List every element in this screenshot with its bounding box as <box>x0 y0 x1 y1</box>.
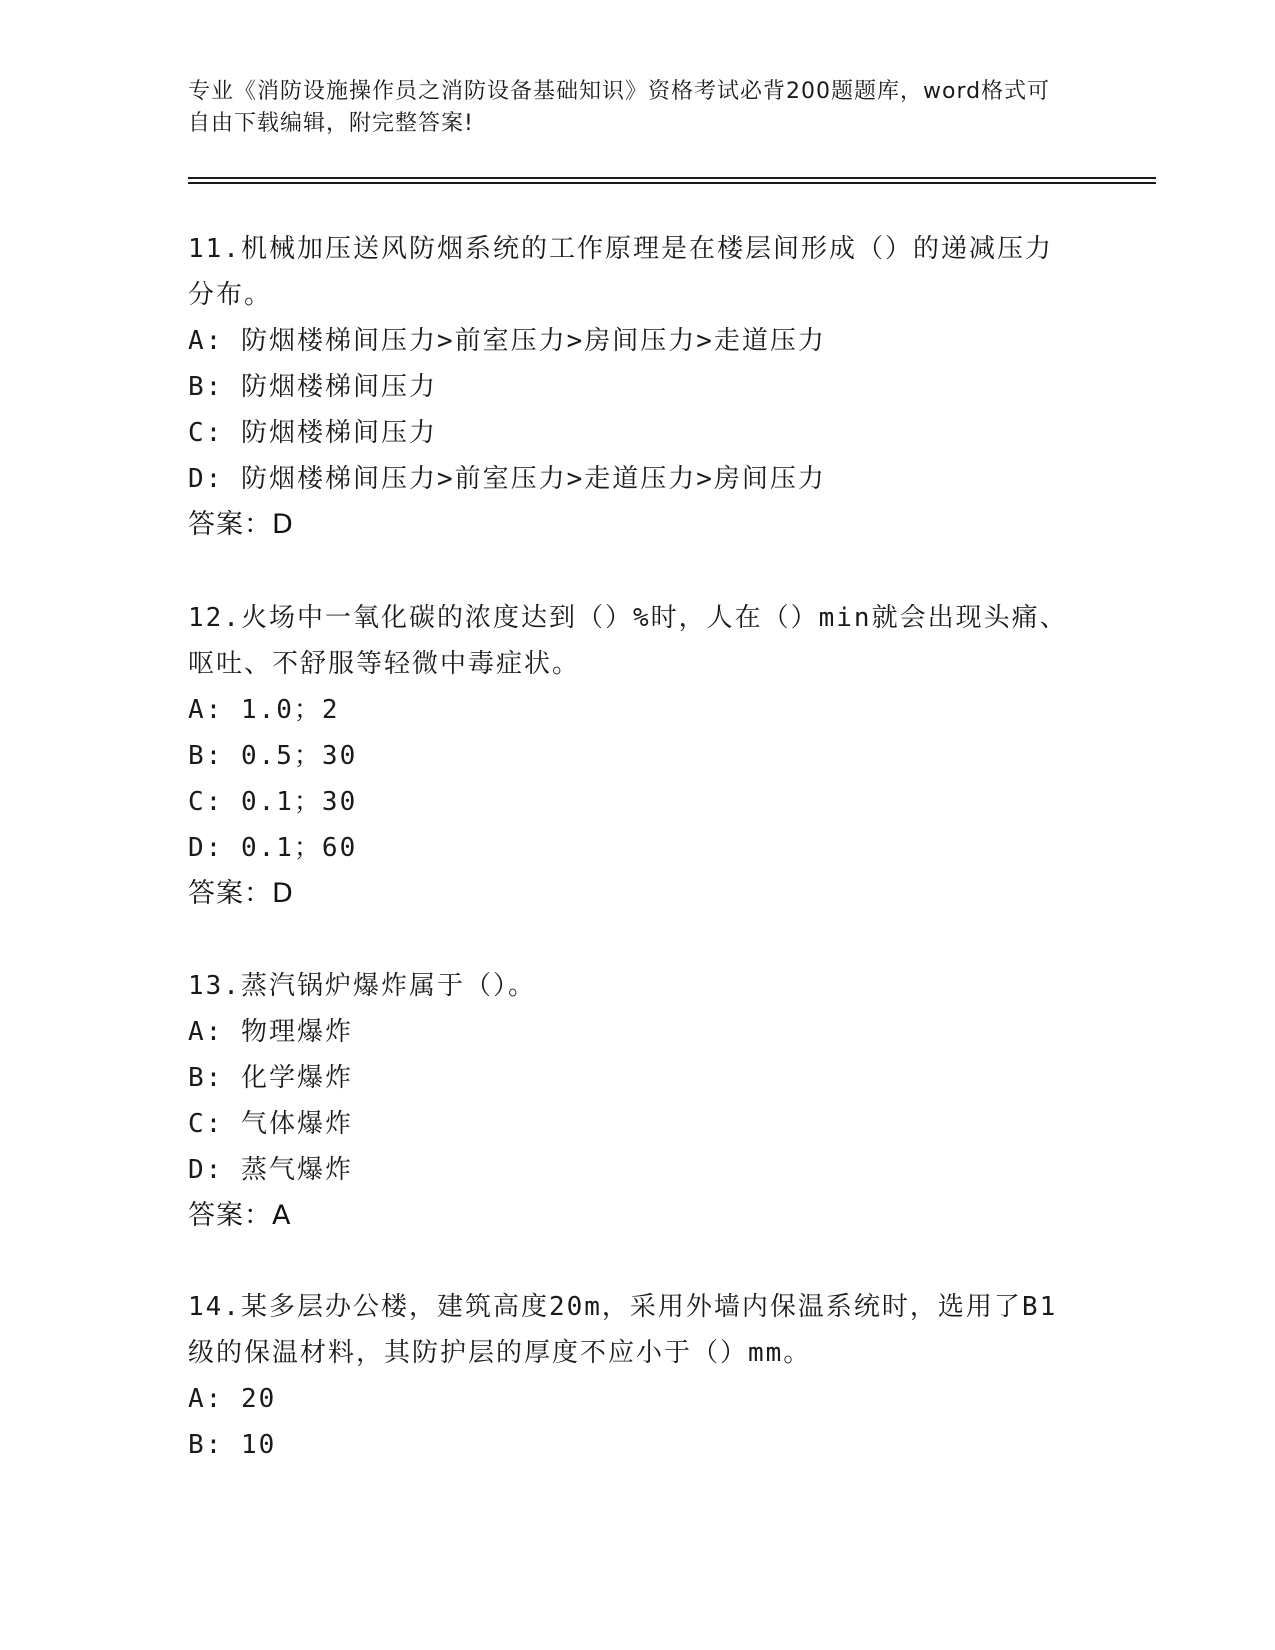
question-stem: 13.蒸汽锅炉爆炸属于（）。 <box>188 971 536 1001</box>
header-divider-top <box>188 177 1156 179</box>
question-stem: 12.火场中一氧化碳的浓度达到（）%时，人在（）min就会出现头痛、呕吐、不舒服等轻微中毒症状。 <box>188 603 1068 679</box>
question-stem: 14.某多层办公楼，建筑高度20m，采用外墙内保温系统时，选用了B1级的保温材料，其防护层的厚度不应小于（）mm。 <box>188 1292 1058 1368</box>
document-header: 专业《消防设施操作员之消防设备基础知识》资格考试必背200题题库，word格式可自由下载编辑，附完整答案! <box>188 79 1051 136</box>
question-12 <box>188 595 1068 917</box>
answer: 答案：D <box>188 509 294 540</box>
option-a: A: 防烟楼梯间压力>前室压力>房间压力>走道压力 <box>188 326 826 356</box>
question-stem: 11.机械加压送风防烟系统的工作原理是在楼层间形成（）的递减压力分布。 <box>188 234 1053 310</box>
option-b: B: 0.5；30 <box>188 741 358 771</box>
option-c: C: 气体爆炸 <box>188 1109 353 1139</box>
option-c: C: 0.1；30 <box>188 787 358 817</box>
option-d: D: 0.1；60 <box>188 833 358 863</box>
option-d: D: 蒸气爆炸 <box>188 1155 353 1185</box>
option-b: B: 10 <box>188 1430 277 1460</box>
question-14 <box>188 1284 1068 1468</box>
answer: 答案：D <box>188 878 294 909</box>
option-b: B: 防烟楼梯间压力 <box>188 372 437 402</box>
answer: 答案：A <box>188 1200 292 1231</box>
option-c: C: 防烟楼梯间压力 <box>188 418 437 448</box>
option-a: A: 物理爆炸 <box>188 1017 353 1047</box>
header-divider-bottom <box>188 182 1156 184</box>
option-d: D: 防烟楼梯间压力>前室压力>走道压力>房间压力 <box>188 464 826 494</box>
question-13 <box>188 963 1068 1239</box>
question-11 <box>188 226 1068 548</box>
option-a: A: 20 <box>188 1384 277 1414</box>
option-b: B: 化学爆炸 <box>188 1063 353 1093</box>
option-a: A: 1.0；2 <box>188 695 340 725</box>
